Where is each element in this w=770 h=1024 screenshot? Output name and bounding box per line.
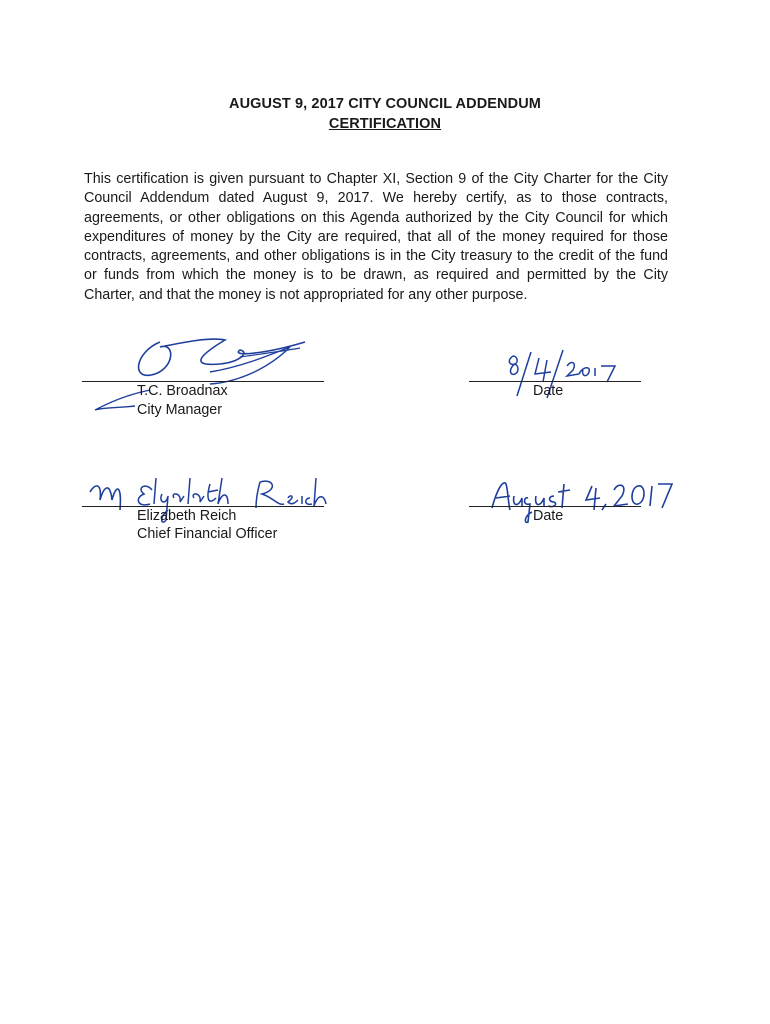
date-label: Date [533,508,564,524]
document-subtitle: CERTIFICATION [328,116,442,132]
handwritten-date-1 [503,348,633,403]
document-title: AUGUST 9, 2017 CITY COUNCIL ADDENDUM [229,96,541,112]
signature-line-city-manager [82,381,324,382]
signatory-name: T.C. Broadnax [137,383,228,399]
signatory-title: City Manager [137,402,223,418]
signature-line-cfo [82,506,324,507]
signatory-name: Elizabeth Reich [137,508,237,524]
signatory-title: Chief Financial Officer [137,526,278,542]
date-line-1 [469,381,641,382]
date-line-2 [469,506,641,507]
certification-paragraph: This certification is given pursuant to Chapter XI, Section 9 of the City Charter for the City Council Addendum dated August 9, 2017. We hereby certify, as to those contracts, agreements, or other obligations on this Agenda authorized by the City Council for which expenditures of money by the City are required, that all of the money required for those contracts, agreements, and other obligations is in the City treasury to the credit of the fund or funds from which the money is to be drawn, as required and permitted by the City Charter, and that the money is not appropriated for any other purpose. [84,171,668,303]
handwritten-date-2 [488,476,678,526]
date-label: Date [533,383,564,399]
